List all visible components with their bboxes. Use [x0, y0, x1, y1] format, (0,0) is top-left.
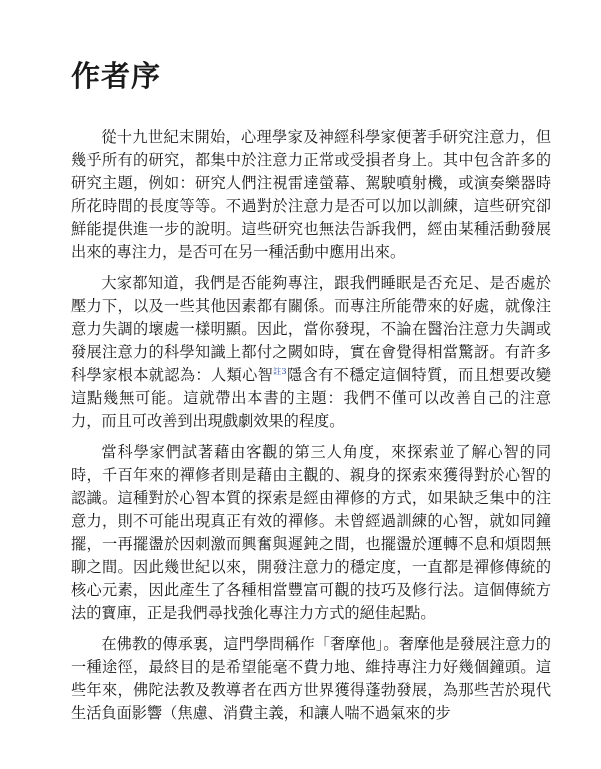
body-text — [71, 126, 551, 733]
paragraph-2-text-before-note: 大家都知道，我們是否能夠專注，跟我們睡眠是否充足、是否處於壓力下，以及一些其他因素都有關係。而專注所能帶來的好處，就像注意力失調的壞處一樣明顯。因此，當你發現，不論在醫治注意力失調或發展注意力的科學知識上都付之闕如時，實在會覺得相當驚訝。有許多科學家根本就認為：人類心智 — [71, 274, 551, 384]
paragraph-2-text-after-note: 隱含有不穩定這個特質，而且想要改變這點幾無可能。這就帶出本書的主題：我們不僅可以改善自己的注意力，而且可改善到出現戲劇效果的程度。 — [71, 366, 552, 430]
paragraph-1: 從十九世紀末開始，心理學家及神經科學家便著手研究注意力，但幾乎所有的研究，都集中於注意力正常或受損者身上。其中包含許多的研究主題，例如：研究人們注視雷達螢幕、駕駛噴射機，或演奏樂器時所花時間的長度等等。不過對於注意力是否可以加以訓練，這些研究卻鮮能提供進一步的說明。這些研究也無法告訴我們，經由某種活動發展出來的專注力，是否可在另一種活動中應用出來。 — [71, 128, 551, 261]
footnote-reference[interactable]: 註3 — [273, 366, 287, 376]
page-title: 作者序 — [71, 59, 162, 93]
paragraph-2 — [71, 272, 551, 433]
paragraph-3: 當科學家們試著藉由客觀的第三人角度，來探索並了解心智的同時，千百年來的禪修者則是藉由主觀的、親身的探索來獲得對於心智的認識。這種對於心智本質的探索是經由禪修的方式，如果缺乏集中的注意力，則不可能出現真正有效的禪修。未曾經過訓練的心智，就如同鐘擺，一再擺盪於因刺激而興奮與遲鈍之間，也擺盪於運轉不息和煩悶無聊之間。因此幾世紀以來，開發注意力的穩定度，一直都是禪修傳統的核心元素，因此產生了各種相當豐富可觀的技巧及修行法。這個傳統方法的寶庫，正是我們尋找強化專注力方式的絕佳起點。 — [71, 443, 551, 622]
paragraph-4: 在佛教的傳承裏，這門學問稱作「奢摩他」。奢摩他是發展注意力的一種途徑，最終目的是希望能毫不費力地、維持專注力好幾個鐘頭。這些年來，佛陀法教及教導者在西方世界獲得蓬勃發展，為那些苦於現代生活負面影響（焦慮、消費主義，和讓人喘不過氣來的步 — [71, 635, 551, 722]
